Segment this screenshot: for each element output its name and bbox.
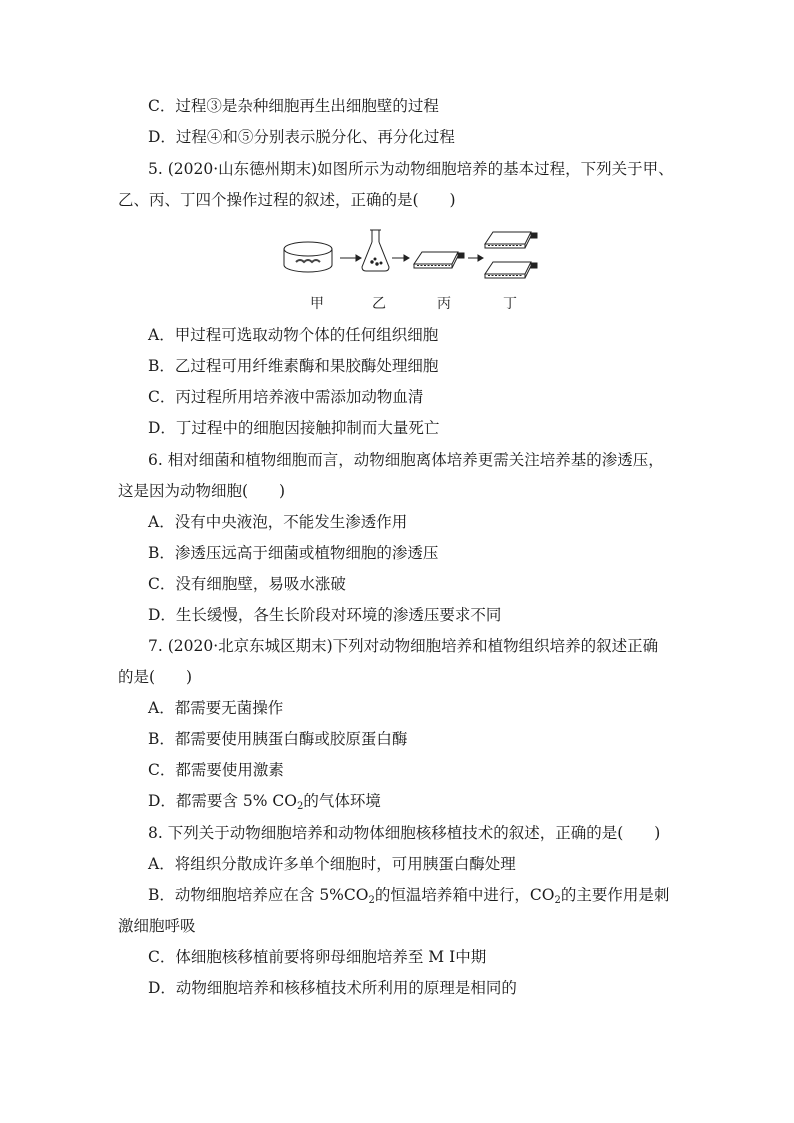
q8-stem: 8. 下列关于动物细胞培养和动物体细胞核移植技术的叙述，正确的是( ) <box>148 824 661 842</box>
q5-option-b: B．乙过程可用纤维素酶和果胶酶处理细胞 <box>148 357 439 375</box>
petri-dish-icon <box>284 242 332 272</box>
figure-label-bing: 丙 <box>437 296 451 312</box>
q6-option-d: D．生长缓慢，各生长阶段对环境的渗透压要求不同 <box>148 606 502 624</box>
figure-label-yi: 乙 <box>372 296 386 312</box>
culture-bottle-icon <box>414 252 464 268</box>
figure-label-jia: 甲 <box>310 296 324 312</box>
q8-option-b-line2: 激细胞呼吸 <box>118 917 196 935</box>
culture-bottle-icon <box>485 232 537 248</box>
q7-option-b: B．都需要使用胰蛋白酶或胶原蛋白酶 <box>148 730 408 748</box>
arrow-icon <box>468 255 483 261</box>
q7-stem-line2: 的是( ) <box>118 668 193 686</box>
q6-option-b: B．渗透压远高于细菌或植物细胞的渗透压 <box>148 544 439 562</box>
figure-label-ding: 丁 <box>503 296 517 312</box>
q4-option-d: D．过程④和⑤分别表示脱分化、再分化过程 <box>148 128 455 146</box>
conical-flask-icon <box>362 230 389 271</box>
q7-option-c: C．都需要使用激素 <box>148 761 284 779</box>
q6-stem-line2: 这是因为动物细胞( ) <box>118 482 286 500</box>
q4-option-c: C．过程③是杂种细胞再生出细胞壁的过程 <box>148 97 439 115</box>
q8-option-c: C．体细胞核移植前要将卵母细胞培养至 M Ⅰ中期 <box>148 948 487 966</box>
q7-stem-line1: 7. (2020·北京东城区期末)下列对动物细胞培养和植物组织培养的叙述正确 <box>148 637 659 655</box>
q5-stem-line1: 5. (2020·山东德州期末)如图所示为动物细胞培养的基本过程，下列关于甲、 <box>148 160 674 178</box>
q6-option-a: A．没有中央液泡，不能发生渗透作用 <box>148 513 408 531</box>
arrow-icon <box>340 255 361 261</box>
q7-option-a: A．都需要无菌操作 <box>148 699 284 717</box>
q7-option-d: D．都需要含 5% $CO_2$的气体环境 <box>148 792 381 812</box>
q5-option-a: A．甲过程可选取动物个体的任何组织细胞 <box>148 326 439 344</box>
q8-option-b-line1: B．动物细胞培养应在含 $5\%CO_2$的恒温培养箱中进行，$CO_2$的主要作用是刺 <box>148 886 670 906</box>
q8-option-a: A．将组织分散成许多单个细胞时，可用胰蛋白酶处理 <box>148 855 516 873</box>
q8-option-d: D．动物细胞培养和核移植技术所利用的原理是相同的 <box>148 979 517 997</box>
culture-bottle-icon <box>485 262 537 278</box>
q5-option-c: C．丙过程所用培养液中需添加动物血清 <box>148 388 424 406</box>
q6-stem-line1: 6. 相对细菌和植物细胞而言，动物细胞离体培养更需关注培养基的渗透压， <box>148 451 664 469</box>
q5-stem-line2: 乙、丙、丁四个操作过程的叙述，正确的是( ) <box>118 191 456 209</box>
q6-option-c: C．没有细胞壁，易吸水涨破 <box>148 575 346 593</box>
q5-option-d: D．丁过程中的细胞因接触抑制而大量死亡 <box>148 419 440 437</box>
arrow-icon <box>392 255 409 261</box>
